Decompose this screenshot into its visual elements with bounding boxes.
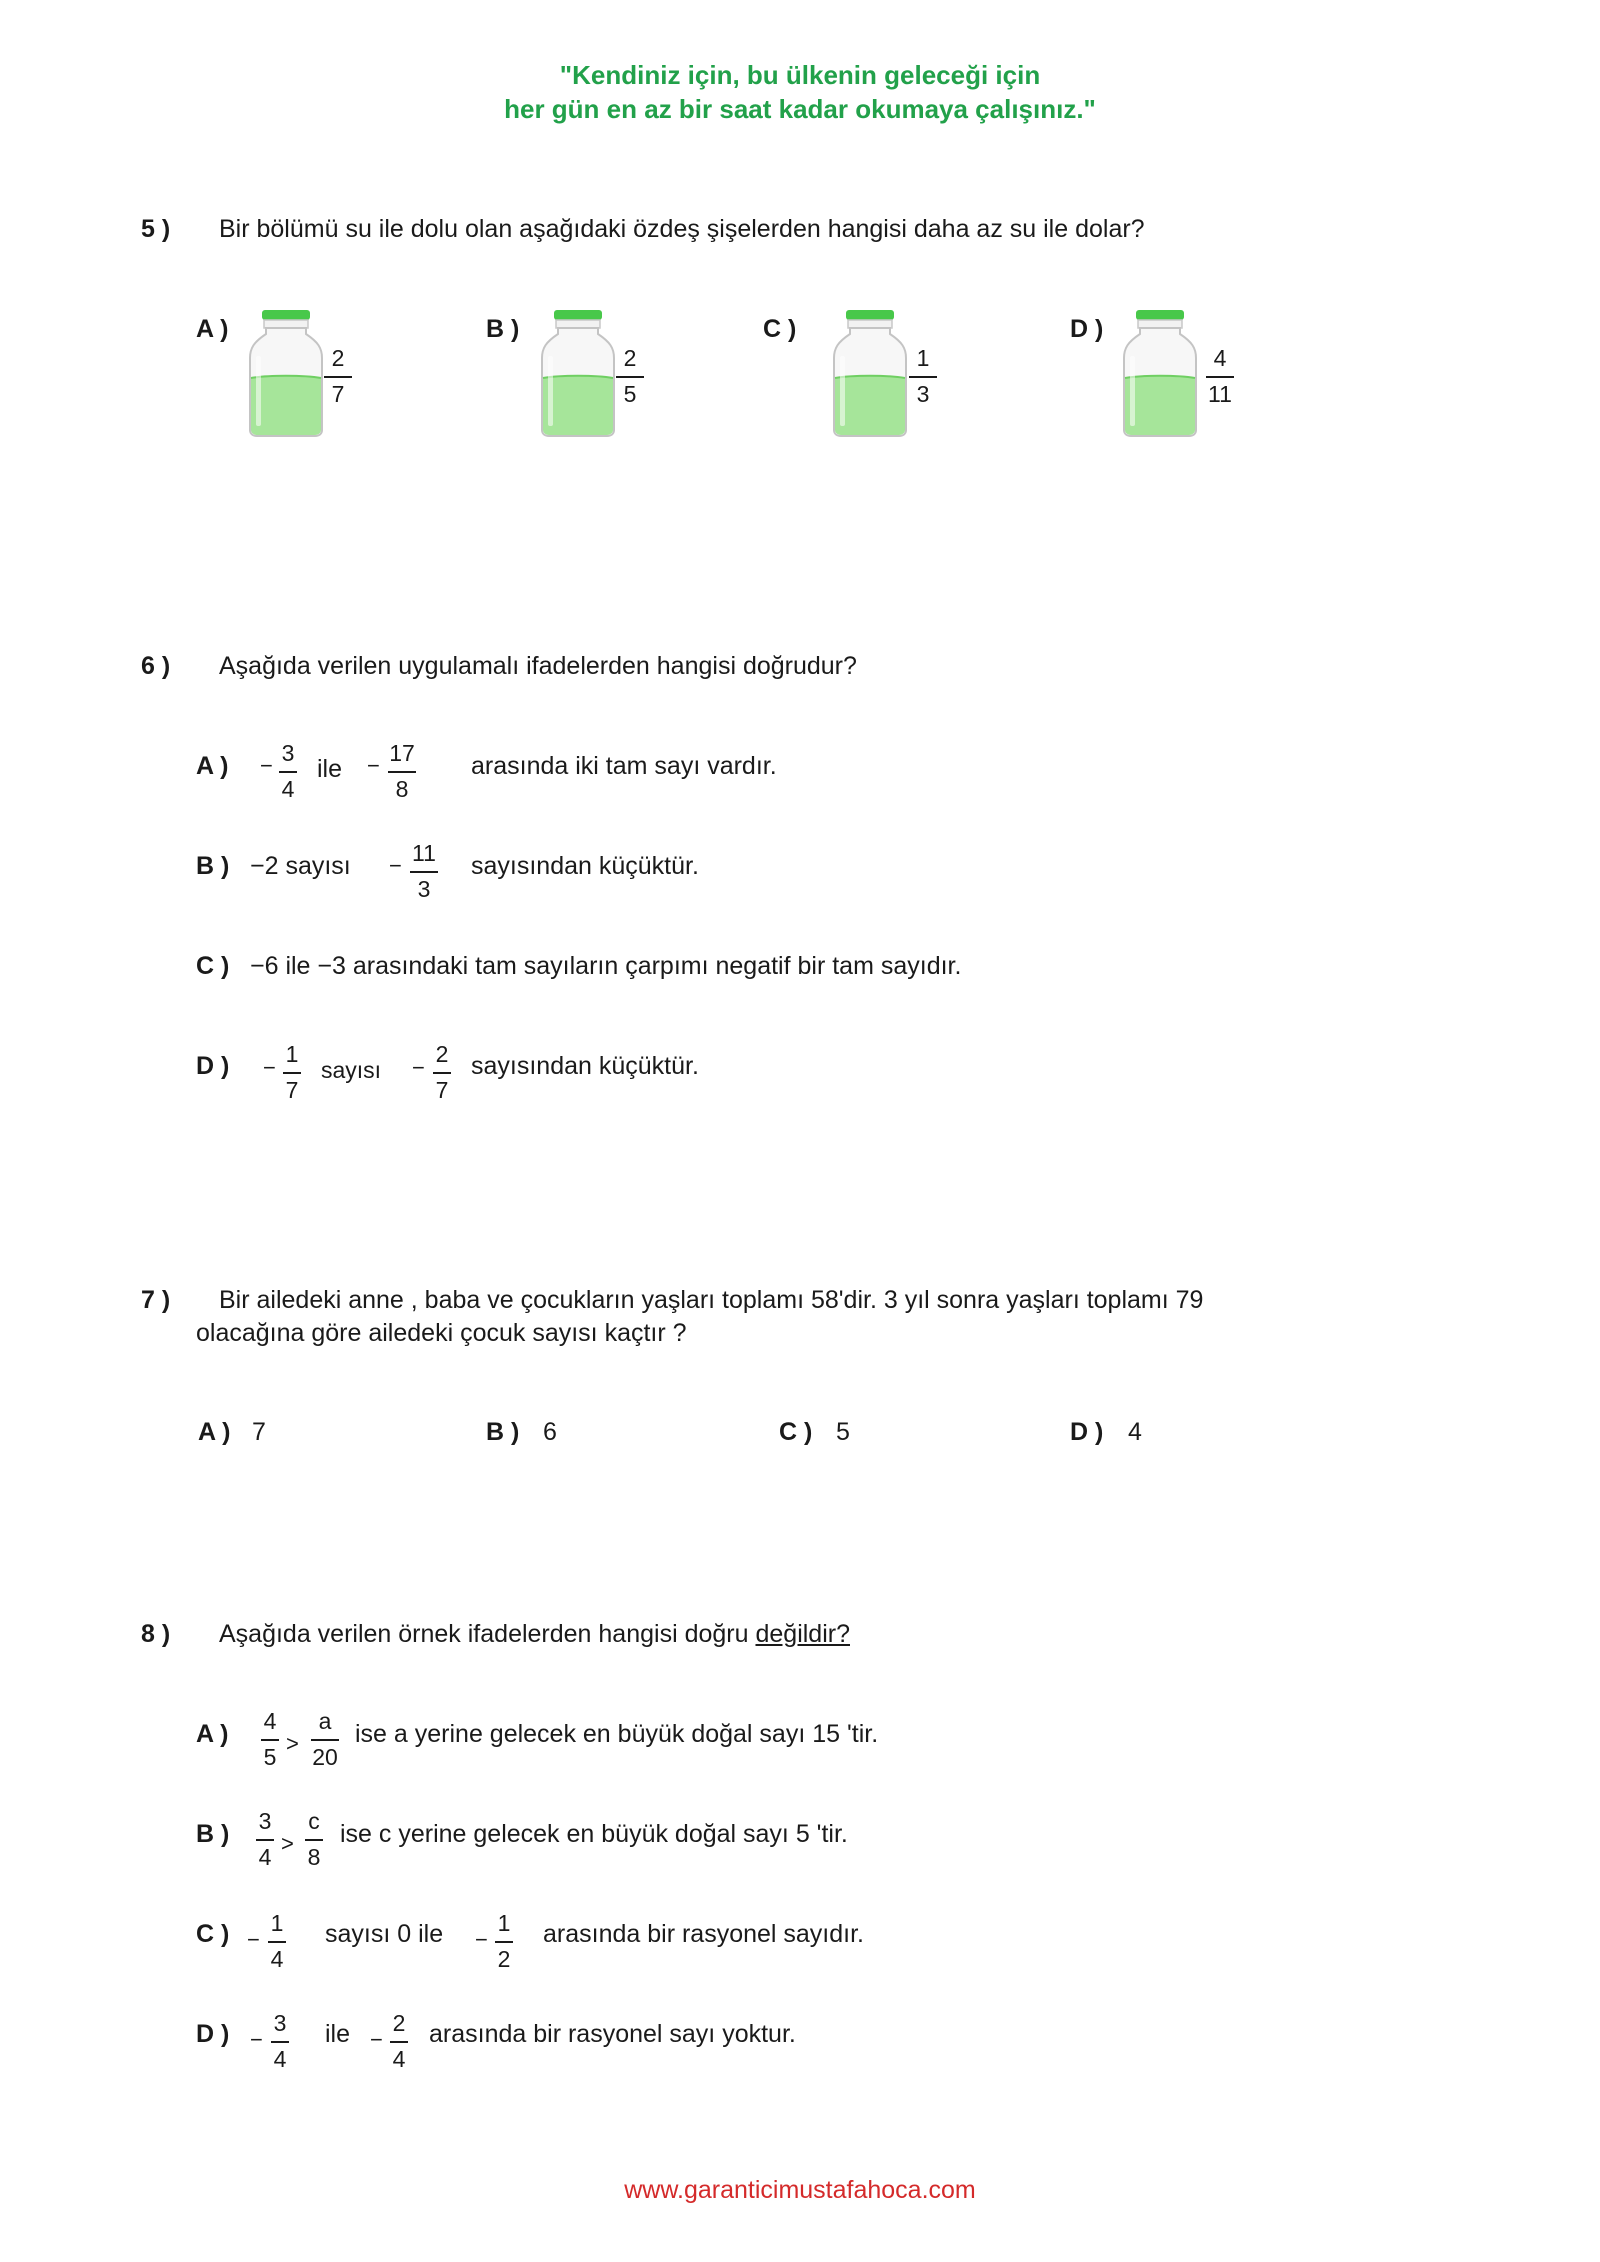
- q5-option-c-fraction: [893, 346, 953, 408]
- q7-option-c-label[interactable]: C ): [779, 1418, 813, 1446]
- q8-d-text: arasında bir rasyonel sayı yoktur.: [429, 2020, 796, 2048]
- q7-option-a-value: 7: [252, 1418, 266, 1446]
- question-6-text: Aşağıda verilen uygulamalı ifadelerden hangisi doğrudur?: [219, 652, 857, 680]
- q8-b-text: ise c yerine gelecek en büyük doğal sayı 5 'tir.: [340, 1820, 848, 1848]
- numerator: 1: [285, 1041, 299, 1067]
- q8-option-a-label[interactable]: A ): [196, 1720, 229, 1748]
- minus-sign: −: [263, 1055, 276, 1080]
- denominator: 4: [392, 2045, 406, 2072]
- question-7-number: 7 ): [141, 1286, 171, 1314]
- q6-option-c-label[interactable]: C ): [196, 952, 230, 980]
- q7-option-d-value: 4: [1128, 1418, 1142, 1446]
- q6-a-fraction-2: [372, 741, 432, 803]
- q5-option-c-label[interactable]: C ): [763, 315, 797, 343]
- denominator: 7: [331, 380, 345, 407]
- q8-a-text: ise a yerine gelecek en büyük doğal sayı 15 'tir.: [355, 1720, 879, 1748]
- q8-option-d-label[interactable]: D ): [196, 2020, 230, 2048]
- q6-d-fraction-2: [412, 1042, 472, 1104]
- minus-sign: −: [475, 1927, 488, 1952]
- denominator: 3: [417, 875, 431, 902]
- numerator: 3: [273, 2010, 287, 2036]
- denominator: 8: [395, 775, 409, 802]
- q6-b-prefix: −2 sayısı: [250, 852, 351, 880]
- denominator: 11: [1208, 380, 1232, 407]
- question-8-number: 8 ): [141, 1620, 171, 1648]
- numerator: 2: [623, 345, 637, 371]
- question-5-number: 5 ): [141, 215, 171, 243]
- denominator: 4: [258, 1843, 272, 1870]
- denominator: 3: [916, 380, 930, 407]
- numerator: 17: [389, 740, 415, 766]
- q8-c-fraction-2: [474, 1911, 534, 1973]
- q6-c-text: −6 ile −3 arasındaki tam sayıların çarpımı negatif bir tam sayıdır.: [250, 952, 962, 980]
- minus-sign: −: [260, 753, 273, 778]
- denominator: 2: [497, 1945, 511, 1972]
- numerator: 2: [331, 345, 345, 371]
- minus-sign: −: [250, 2027, 263, 2052]
- q8-c-connector: sayısı 0 ile: [325, 1920, 444, 1948]
- minus-sign: −: [412, 1055, 425, 1080]
- numerator: a: [318, 1708, 332, 1734]
- motto-header: [0, 58, 1600, 126]
- denominator: 4: [270, 1945, 284, 1972]
- question-6-number: 6 ): [141, 652, 171, 680]
- q6-d-fraction-1: [262, 1042, 322, 1104]
- q8-d-fraction-1: [250, 2011, 310, 2073]
- motto-line-1: "Kendiniz için, bu ülkenin geleceği için: [559, 60, 1041, 90]
- question-8-text: [219, 1618, 850, 1651]
- question-7-line-1: Bir ailedeki anne , baba ve çocukların yaşları toplamı 58'dir. 3 yıl sonra yaşları toplamı 79: [219, 1286, 1204, 1314]
- minus-sign: −: [370, 2027, 383, 2052]
- q6-b-fraction: [394, 841, 454, 903]
- q7-option-b-value: 6: [543, 1418, 557, 1446]
- q5-option-d-fraction: [1190, 346, 1250, 408]
- motto-line-2: her gün en az bir saat kadar okumaya çalışınız.": [504, 94, 1096, 124]
- question-8-text-main: Aşağıda verilen örnek ifadelerden hangisi doğru: [219, 1620, 749, 1648]
- question-8-text-underlined: değildir?: [755, 1620, 850, 1648]
- q8-b-fraction-2: [284, 1809, 344, 1871]
- numerator: 2: [435, 1041, 449, 1067]
- numerator: 4: [263, 1708, 277, 1734]
- q8-option-b-label[interactable]: B ): [196, 1820, 230, 1848]
- q6-a-fraction-1: [258, 741, 318, 803]
- q6-option-d-label[interactable]: D ): [196, 1052, 230, 1080]
- numerator: 4: [1213, 345, 1227, 371]
- numerator: 11: [412, 840, 436, 866]
- footer-website-link[interactable]: www.garanticimustafahoca.com: [624, 2176, 976, 2204]
- q8-c-fraction-1: [247, 1911, 307, 1973]
- numerator: 2: [392, 2010, 406, 2036]
- denominator: 5: [623, 380, 637, 407]
- q6-a-text: arasında iki tam sayı vardır.: [471, 752, 777, 780]
- q5-option-b-label[interactable]: B ): [486, 315, 520, 343]
- q7-option-d-label[interactable]: D ): [1070, 1418, 1104, 1446]
- numerator: 3: [258, 1808, 272, 1834]
- numerator: 1: [916, 345, 930, 371]
- denominator: 5: [263, 1743, 277, 1770]
- q6-option-a-label[interactable]: A ): [196, 752, 229, 780]
- q5-option-a-fraction: [308, 346, 368, 408]
- q5-option-d-label[interactable]: D ): [1070, 315, 1104, 343]
- denominator: 7: [435, 1076, 449, 1103]
- q8-a-fraction-2: [295, 1709, 355, 1771]
- numerator: 1: [270, 1910, 284, 1936]
- q5-option-a-label[interactable]: A ): [196, 315, 229, 343]
- denominator: 8: [307, 1843, 321, 1870]
- numerator: c: [308, 1808, 320, 1834]
- q7-option-b-label[interactable]: B ): [486, 1418, 520, 1446]
- minus-sign: −: [367, 753, 380, 778]
- q8-c-text: arasında bir rasyonel sayıdır.: [543, 1920, 864, 1948]
- denominator: 4: [273, 2045, 287, 2072]
- minus-sign: −: [389, 853, 402, 878]
- q8-b-operator: >: [281, 1831, 294, 1856]
- q5-option-b-fraction: [600, 346, 660, 408]
- q6-a-connector: ile: [317, 755, 343, 783]
- numerator: 3: [281, 740, 295, 766]
- question-5-text: Bir bölümü su ile dolu olan aşağıdaki özdeş şişelerden hangisi daha az su ile dolar?: [219, 215, 1145, 243]
- question-7-line-2: olacağına göre ailedeki çocuk sayısı kaçtır ?: [196, 1319, 687, 1347]
- denominator: 7: [285, 1076, 299, 1103]
- q8-option-c-label[interactable]: C ): [196, 1920, 230, 1948]
- q7-option-a-label[interactable]: A ): [198, 1418, 231, 1446]
- q8-d-connector: ile: [325, 2020, 351, 2048]
- numerator: 1: [497, 1910, 511, 1936]
- q6-b-text: sayısından küçüktür.: [471, 852, 699, 880]
- q7-option-c-value: 5: [836, 1418, 850, 1446]
- denominator: 4: [281, 775, 295, 802]
- minus-sign: −: [247, 1927, 260, 1952]
- q8-d-fraction-2: [369, 2011, 429, 2073]
- bottle-icon: [1122, 308, 1198, 438]
- q6-option-b-label[interactable]: B ): [196, 852, 230, 880]
- q6-d-text: sayısından küçüktür.: [471, 1052, 699, 1080]
- q6-d-connector: sayısı: [321, 1057, 382, 1083]
- q8-a-operator: >: [286, 1731, 299, 1756]
- denominator: 20: [312, 1743, 338, 1770]
